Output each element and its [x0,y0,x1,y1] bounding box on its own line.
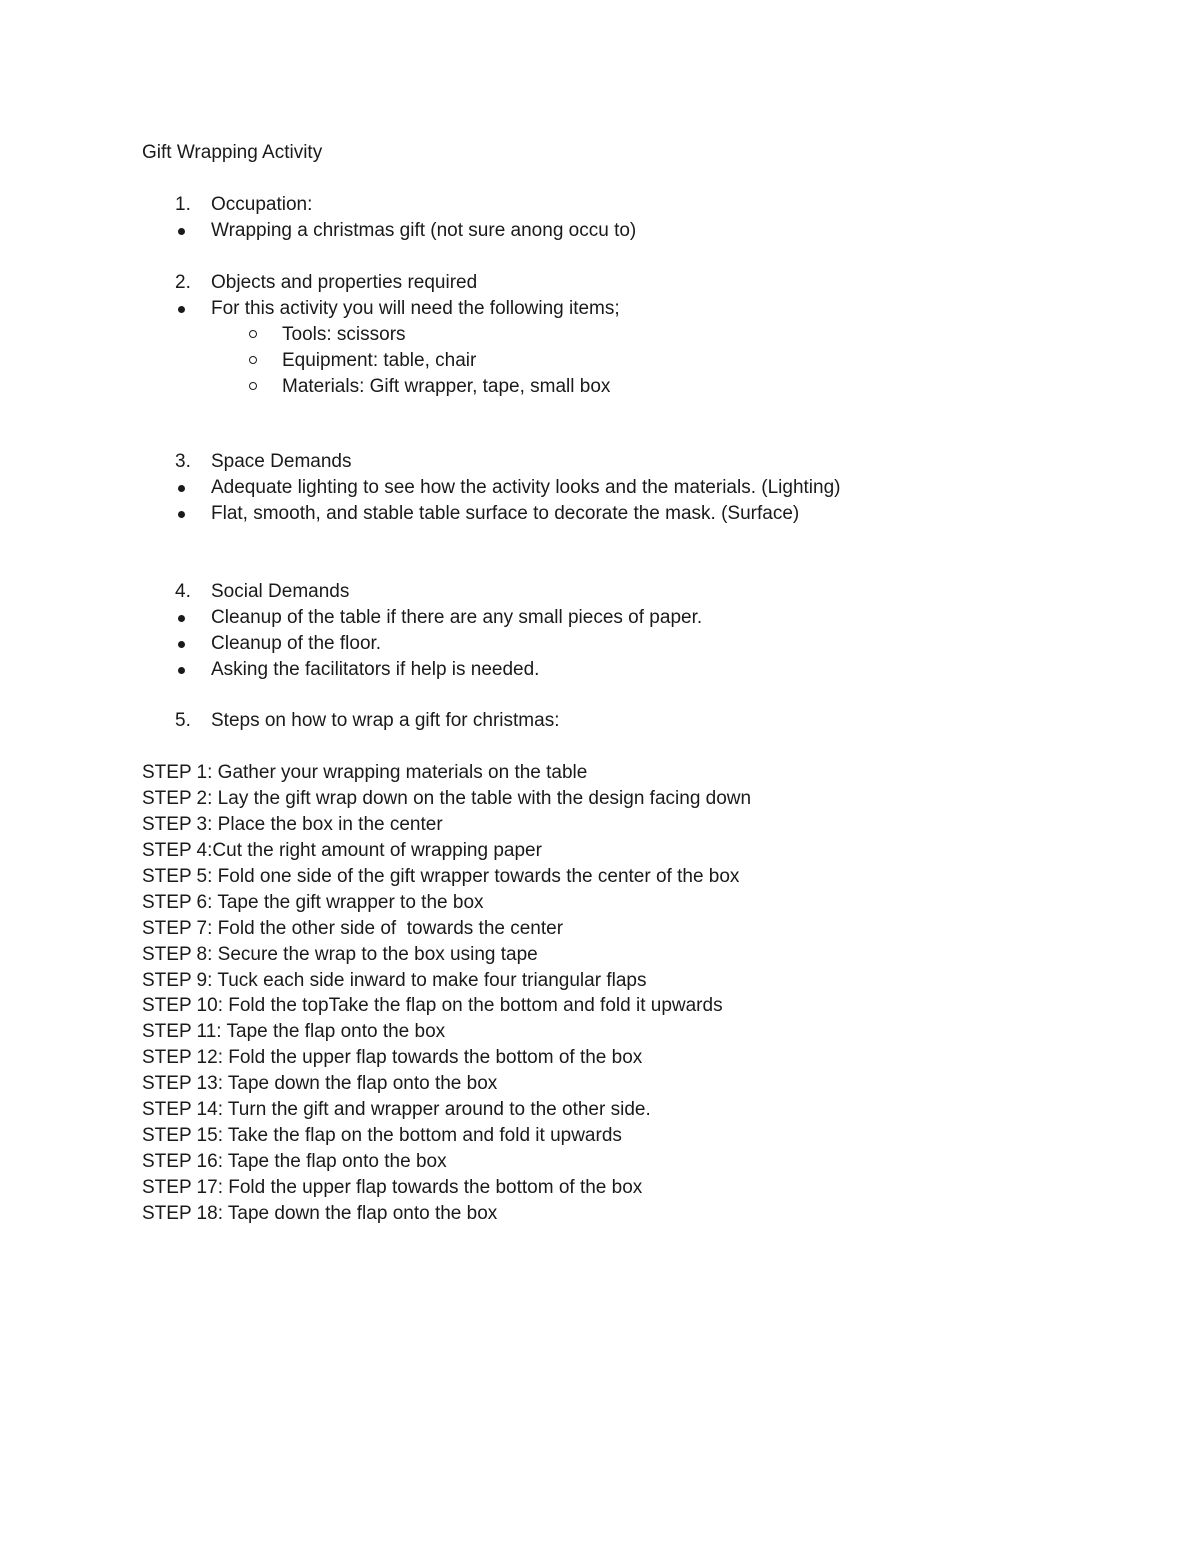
step-line: STEP 3: Place the box in the center [142,814,443,835]
section-number: 4. [175,581,191,602]
bullet-icon [178,485,185,492]
bullet-icon [178,641,185,648]
step-line: STEP 12: Fold the upper flap towards the bottom of the box [142,1047,643,1068]
step-line: STEP 17: Fold the upper flap towards the bottom of the box [142,1177,643,1198]
hollow-bullet-icon [249,330,257,338]
section-number: 5. [175,710,191,731]
section-heading: Occupation: [211,194,313,215]
step-line: STEP 6: Tape the gift wrapper to the box [142,892,484,913]
section-heading: Space Demands [211,451,352,472]
document-title: Gift Wrapping Activity [142,142,323,163]
step-line: STEP 13: Tape down the flap onto the box [142,1073,498,1094]
section-number: 1. [175,194,191,215]
bullet-text: Adequate lighting to see how the activity looks and the materials. (Lighting) [211,477,841,498]
bullet-icon [178,511,185,518]
bullet-icon [178,306,185,313]
bullet-icon [178,615,185,622]
bullet-text: Wrapping a christmas gift (not sure anong occu to) [211,220,637,241]
step-line: STEP 4:Cut the right amount of wrapping paper [142,840,542,861]
step-line: STEP 8: Secure the wrap to the box using tape [142,944,538,965]
section-heading: Objects and properties required [211,272,478,293]
bullet-text: Asking the facilitators if help is needed. [211,659,540,680]
step-line: STEP 5: Fold one side of the gift wrapper towards the center of the box [142,866,740,887]
step-line: STEP 10: Fold the topTake the flap on the bottom and fold it upwards [142,995,723,1016]
bullet-text: Cleanup of the floor. [211,633,382,654]
step-line: STEP 1: Gather your wrapping materials on the table [142,762,588,783]
bullet-icon [178,228,185,235]
sub-item-text: Tools: scissors [282,324,406,345]
section-heading: Social Demands [211,581,350,602]
section-number: 2. [175,272,191,293]
step-line: STEP 15: Take the flap on the bottom and fold it upwards [142,1125,622,1146]
bullet-icon [178,667,185,674]
step-line: STEP 16: Tape the flap onto the box [142,1151,447,1172]
bullet-text: Cleanup of the table if there are any small pieces of paper. [211,607,703,628]
step-line: STEP 14: Turn the gift and wrapper around to the other side. [142,1099,651,1120]
hollow-bullet-icon [249,356,257,364]
step-line: STEP 18: Tape down the flap onto the box [142,1203,498,1224]
step-line: STEP 2: Lay the gift wrap down on the table with the design facing down [142,788,752,809]
step-line: STEP 7: Fold the other side of towards the center [142,918,564,939]
section-heading: Steps on how to wrap a gift for christmas: [211,710,560,731]
sub-item-text: Equipment: table, chair [282,350,477,371]
bullet-text: For this activity you will need the following items; [211,298,620,319]
hollow-bullet-icon [249,382,257,390]
section-number: 3. [175,451,191,472]
step-line: STEP 9: Tuck each side inward to make four triangular flaps [142,970,647,991]
step-line: STEP 11: Tape the flap onto the box [142,1021,446,1042]
sub-item-text: Materials: Gift wrapper, tape, small box [282,376,611,397]
bullet-text: Flat, smooth, and stable table surface to decorate the mask. (Surface) [211,503,800,524]
